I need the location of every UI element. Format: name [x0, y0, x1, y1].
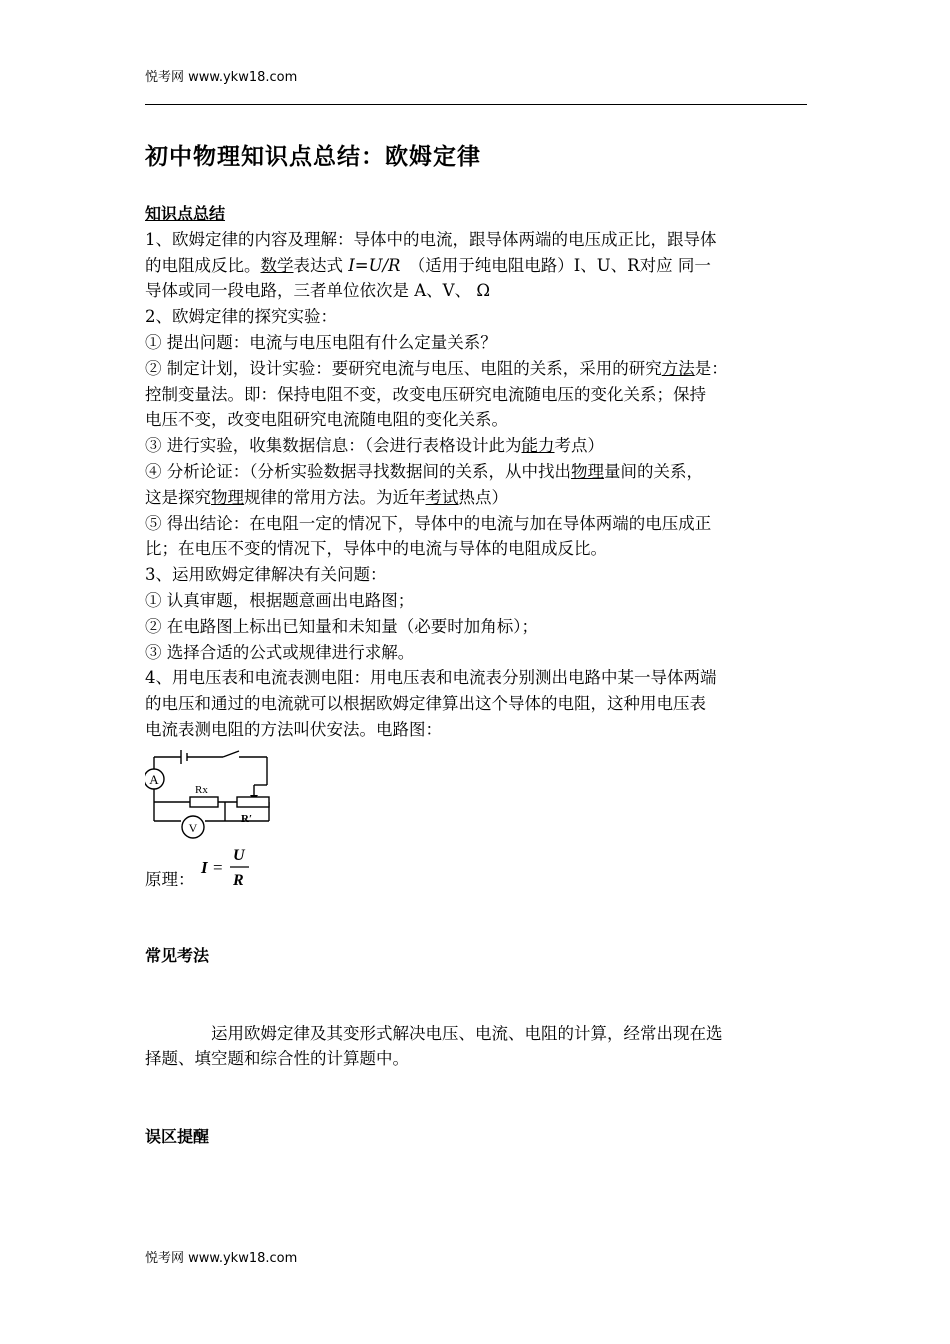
inline-formula: I=U/R	[348, 255, 401, 275]
header-divider	[145, 104, 807, 105]
paragraph-4-line-3: 电流表测电阻的方法叫伏安法。电路图：	[145, 719, 442, 739]
voltmeter-label: V	[188, 820, 198, 835]
principle-label: 原理：	[145, 869, 195, 889]
step-2-line-3: 电压不变，改变电阻研究电流随电阻的变化关系。	[145, 410, 508, 430]
step-2-line-2: 控制变量法。即：保持电阻不变，改变电压研究电流随电压的变化关系；保持	[145, 384, 706, 404]
paragraph-1-line-3: 导体或同一段电路，三者单位依次是 A、V、 Ω	[145, 281, 491, 301]
step-1: ① 提出问题：电流与电压电阻有什么定量关系？	[145, 332, 497, 352]
step-5-line-2: 比；在电压不变的情况下，导体中的电流与导体的电阻成反比。	[145, 539, 607, 559]
step-2-line-1: ② 制定计划，设计实验：要研究电流与电压、电阻的关系，采用的研究方法是：	[145, 358, 728, 378]
rheostat-label: R′	[241, 812, 253, 825]
formula-eq: =	[213, 857, 223, 877]
resistor-label: Rx	[195, 783, 208, 796]
step-4-line-1: ④ 分析论证：（分析实验数据寻找数据间的关系，从中找出物理量间的关系，	[145, 461, 703, 481]
paragraph-4-line-2: 的电压和通过的电流就可以根据欧姆定律算出这个导体的电阻，这种用电压表	[145, 694, 706, 714]
formula-lhs: I	[201, 857, 208, 877]
page-footer: 悦考网 www.ykw18.com	[145, 1251, 298, 1266]
document-title: 初中物理知识点总结：欧姆定律	[145, 144, 481, 170]
link-ability[interactable]: 能力	[521, 436, 555, 456]
paragraph-1-line-2: 的电阻成反比。数学表达式 I=U/R （适用于纯电阻电路）I、U、R对应 同一	[145, 255, 711, 275]
paragraph-2: 2、欧姆定律的探究实验：	[145, 307, 337, 327]
exam-line-1: 运用欧姆定律及其变形式解决电压、电流、电阻的计算，经常出现在选	[211, 1023, 723, 1043]
rheostat-icon	[237, 797, 269, 807]
section-heading-exam: 常见考法	[145, 945, 210, 965]
step-5-line-1: ⑤ 得出结论：在电阻一定的情况下，导体中的电流与加在导体两端的电压成正	[145, 513, 712, 533]
ohm-formula	[199, 843, 259, 893]
resistor-icon	[190, 797, 218, 807]
paragraph-1-line-1: 1、欧姆定律的内容及理解：导体中的电流，跟导体两端的电压成正比，跟导体	[145, 229, 717, 249]
step-4-line-2: 这是探究物理规律的常用方法。为近年考试热点）	[145, 487, 508, 507]
link-physics[interactable]: 物理	[571, 461, 604, 481]
link-method[interactable]: 方法	[661, 358, 695, 378]
ammeter-label: A	[149, 771, 159, 787]
circuit-diagram	[145, 747, 275, 843]
paragraph-3: 3、运用欧姆定律解决有关问题：	[145, 565, 387, 585]
page-header: 悦考网 www.ykw18.com	[145, 70, 298, 85]
link-physics-2[interactable]: 物理	[211, 487, 244, 507]
task-2: ② 在电路图上标出已知量和未知量（必要时加角标）；	[145, 616, 538, 636]
link-math[interactable]: 数学	[260, 255, 294, 275]
formula-numerator: U	[233, 846, 245, 864]
section-heading-pitfalls: 误区提醒	[145, 1127, 210, 1147]
exam-line-2: 择题、填空题和综合性的计算题中。	[145, 1049, 409, 1069]
paragraph-4-line-1: 4、用电压表和电流表测电阻：用电压表和电流表分别测出电路中某一导体两端	[145, 668, 717, 688]
section-heading-summary: 知识点总结	[145, 204, 226, 223]
principle-row	[145, 843, 807, 893]
formula-denominator: R	[233, 871, 244, 889]
task-3: ③ 选择合适的公式或规律进行求解。	[145, 642, 415, 662]
task-1: ① 认真审题，根据题意画出电路图；	[145, 590, 415, 610]
document-body	[145, 201, 807, 1150]
step-3: ③ 进行实验，收集数据信息：（会进行表格设计此为能力考点）	[145, 436, 604, 456]
link-exam[interactable]: 考试	[425, 487, 459, 507]
